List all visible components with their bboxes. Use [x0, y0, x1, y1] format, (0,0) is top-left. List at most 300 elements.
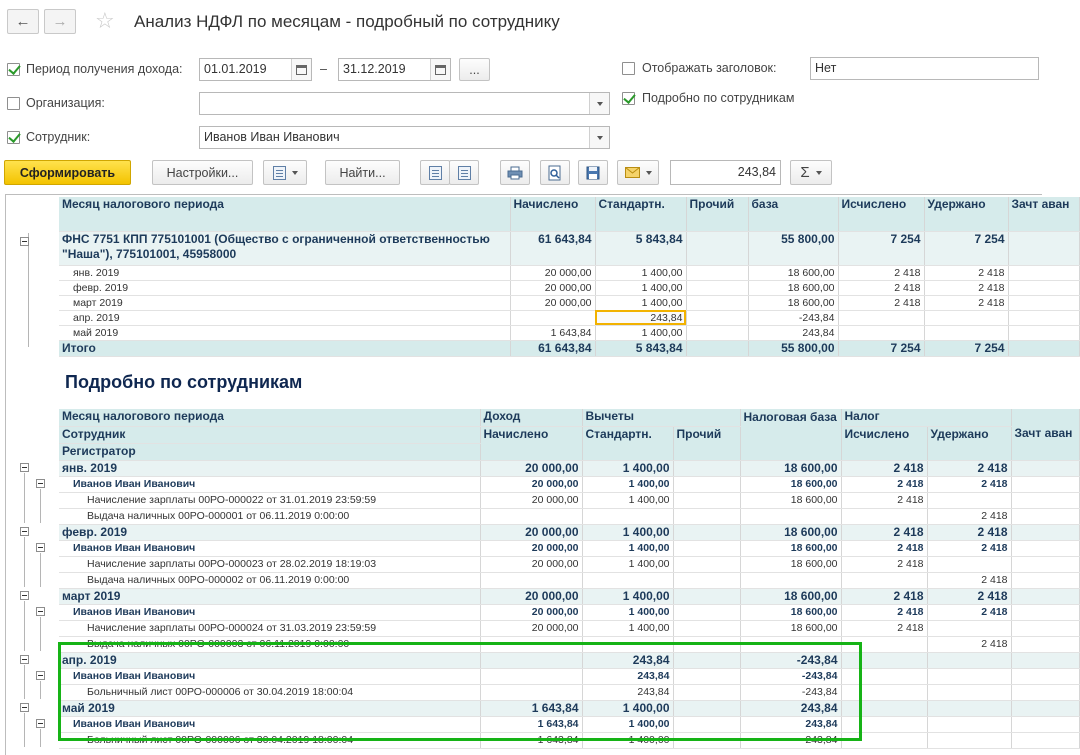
calendar-to-button[interactable]: [430, 59, 450, 80]
row-label: Иванов Иван Иванович: [59, 476, 480, 492]
row-label: янв. 2019: [59, 460, 480, 476]
table-cell: 2 418: [841, 556, 927, 572]
organization-dropdown-button[interactable]: [589, 93, 609, 114]
month-group-row[interactable]: [59, 588, 1079, 604]
date-dash: –: [320, 62, 327, 76]
table-cell: 1 400,00: [582, 476, 673, 492]
table-cell: [1011, 636, 1079, 652]
col-registrar-header: Регистратор: [59, 443, 480, 460]
col-month-header: Месяц налогового периода: [59, 409, 480, 426]
collapse-group-icon[interactable]: [20, 237, 29, 246]
table-cell: 7 254: [838, 231, 924, 265]
table-cell: 20 000,00: [480, 476, 582, 492]
table-cell: [686, 295, 748, 310]
table-cell: -243,84: [748, 310, 838, 325]
table-cell: [1008, 295, 1079, 310]
table-cell: [686, 231, 748, 265]
table-cell: 2 418: [841, 460, 927, 476]
table-cell: 2 418: [838, 280, 924, 295]
col-standard-header: Стандартн.: [595, 197, 686, 231]
table-cell: [480, 572, 582, 588]
table-cell: 18 600,00: [748, 280, 838, 295]
table-cell: [673, 460, 740, 476]
table-cell: 20 000,00: [480, 460, 582, 476]
table-cell: [1011, 476, 1079, 492]
document-row[interactable]: [59, 508, 1079, 524]
employee-row[interactable]: [59, 540, 1079, 556]
summary-header-row: [59, 197, 1079, 231]
table-cell: 5 843,84: [595, 231, 686, 265]
organization-input[interactable]: [199, 92, 610, 115]
tree-line: [40, 617, 41, 651]
table-cell: [1008, 265, 1079, 280]
table-cell: 1 400,00: [595, 295, 686, 310]
table-cell: 18 600,00: [748, 295, 838, 310]
table-cell: 1 643,84: [510, 325, 595, 340]
tree-line: [24, 473, 25, 523]
table-cell: 243,84: [582, 668, 673, 684]
collapse-month-icon[interactable]: [20, 527, 29, 536]
table-cell: [927, 492, 1011, 508]
table-cell: [927, 700, 1011, 716]
col-withheld-header: Удержано: [924, 197, 1008, 231]
row-label: Выдача наличных 00РО-000003 от 06.11.2019 0:00:00: [59, 636, 480, 652]
send-email-button[interactable]: [617, 160, 659, 185]
table-cell: [841, 508, 927, 524]
collapse-month-icon[interactable]: [20, 703, 29, 712]
table-cell: 2 418: [838, 295, 924, 310]
row-label: Больничный лист 00РО-000006 от 30.04.2019 18:00:04: [59, 684, 480, 700]
table-cell: 2 418: [924, 295, 1008, 310]
tree-line: [28, 233, 29, 347]
table-cell: 2 418: [924, 280, 1008, 295]
table-cell: 20 000,00: [480, 556, 582, 572]
table-cell: [927, 732, 1011, 748]
arrow-left-icon: ←: [15, 13, 31, 30]
selection-sum-field: 243,84: [670, 160, 781, 185]
table-cell: [582, 572, 673, 588]
col-other-header: Прочий: [686, 197, 748, 231]
calendar-from-button[interactable]: [291, 59, 311, 80]
table-cell: [673, 604, 740, 620]
employee-label: Сотрудник:: [26, 130, 91, 144]
table-cell: [1008, 310, 1079, 325]
selected-cell[interactable]: 243,84: [595, 310, 686, 325]
calendar-icon: [435, 65, 446, 75]
table-cell: [1011, 732, 1079, 748]
collapse-groups-button[interactable]: [449, 160, 479, 185]
table-cell: 2 418: [841, 524, 927, 540]
table-row[interactable]: [59, 280, 1079, 295]
table-cell: 18 600,00: [740, 524, 841, 540]
table-cell: [686, 340, 748, 356]
col-income-header: Доход: [480, 409, 582, 426]
table-cell: 20 000,00: [480, 588, 582, 604]
table-cell: 18 600,00: [740, 460, 841, 476]
employee-input[interactable]: Иванов Иван Иванович: [199, 126, 610, 149]
row-label: Иванов Иван Иванович: [59, 604, 480, 620]
row-label: февр. 2019: [59, 524, 480, 540]
table-cell: [1011, 684, 1079, 700]
col-tax-base-header: Налоговая база: [740, 409, 841, 460]
table-cell: 2 418: [841, 540, 927, 556]
table-cell: 61 643,84: [510, 231, 595, 265]
chevron-down-icon: [597, 102, 603, 106]
table-cell: [673, 572, 740, 588]
row-label: февр. 2019: [59, 280, 510, 295]
employee-row[interactable]: [59, 476, 1079, 492]
table-cell: [740, 508, 841, 524]
collapse-all-icon: [458, 166, 471, 180]
table-cell: 18 600,00: [748, 265, 838, 280]
document-row[interactable]: [59, 556, 1079, 572]
col-month-header: Месяц налогового периода: [59, 197, 510, 231]
table-cell: 55 800,00: [748, 231, 838, 265]
row-label: янв. 2019: [59, 265, 510, 280]
summary-group-row[interactable]: [59, 231, 1079, 265]
row-label: Начисление зарплаты 00РО-000022 от 31.01.2019 23:59:59: [59, 492, 480, 508]
table-cell: [1011, 716, 1079, 732]
table-cell: [1011, 460, 1079, 476]
date-from-input[interactable]: 01.01.2019: [199, 58, 312, 81]
table-cell: 2 418: [927, 572, 1011, 588]
table-cell: 243,84: [740, 716, 841, 732]
detail-header-row-1: [59, 409, 1079, 426]
table-cell: 1 400,00: [582, 620, 673, 636]
table-cell: 243,84: [582, 652, 673, 668]
tree-line: [24, 665, 25, 699]
table-cell: 2 418: [927, 588, 1011, 604]
generate-button[interactable]: Сформировать: [4, 160, 131, 185]
highlight-frame: [58, 642, 862, 741]
collapse-employee-icon[interactable]: [36, 719, 45, 728]
collapse-month-icon[interactable]: [20, 591, 29, 600]
col-calculated-header: Исчислено: [838, 197, 924, 231]
tree-line: [24, 537, 25, 587]
document-row[interactable]: [59, 492, 1079, 508]
table-cell: [1008, 340, 1079, 356]
table-cell: 1 400,00: [582, 700, 673, 716]
envelope-icon: [625, 167, 640, 178]
report-spreadsheet[interactable]: [5, 194, 1073, 755]
find-button[interactable]: Найти...: [325, 160, 400, 185]
table-cell: 2 418: [927, 540, 1011, 556]
table-cell: 2 418: [927, 460, 1011, 476]
table-cell: [673, 588, 740, 604]
table-cell: 7 254: [924, 231, 1008, 265]
tree-line: [24, 713, 25, 747]
table-cell: 18 600,00: [740, 588, 841, 604]
period-label: Период получения дохода:: [26, 62, 183, 76]
forward-button[interactable]: [44, 9, 76, 34]
col-other-header: Прочий: [673, 426, 740, 460]
table-cell: [1011, 556, 1079, 572]
window-title: Анализ НДФЛ по месяцам - подробный по сотруднику: [134, 12, 560, 31]
sigma-icon: Σ: [800, 164, 810, 181]
expand-groups-button[interactable]: [420, 160, 450, 185]
table-cell: 243,84: [740, 700, 841, 716]
back-button[interactable]: [7, 9, 39, 34]
table-cell: [1011, 700, 1079, 716]
table-cell: [1008, 231, 1079, 265]
table-cell: [927, 684, 1011, 700]
table-cell: 1 400,00: [582, 524, 673, 540]
tree-line: [24, 601, 25, 651]
row-label: Начисление зарплаты 00РО-000024 от 31.03.2019 23:59:59: [59, 620, 480, 636]
table-cell: -243,84: [740, 652, 841, 668]
table-cell: [1011, 588, 1079, 604]
table-cell: 1 400,00: [582, 540, 673, 556]
col-tax-header: Налог: [841, 409, 1011, 426]
tax-office-label: ФНС 7751 КПП 775101001 (Общество с ограниченной ответственностью "Наша"), 775101001, 45958000: [59, 231, 510, 265]
table-cell: 1 400,00: [582, 492, 673, 508]
tree-line: [40, 489, 41, 523]
collapse-employee-icon[interactable]: [36, 479, 45, 488]
table-cell: 1 400,00: [582, 732, 673, 748]
row-label: Иванов Иван Иванович: [59, 540, 480, 556]
chevron-down-icon: [292, 171, 298, 175]
detail-header-row-2: [59, 426, 1079, 443]
table-cell: 18 600,00: [740, 620, 841, 636]
table-cell: 7 254: [924, 340, 1008, 356]
show-header-checkbox[interactable]: [622, 62, 635, 75]
col-calculated-header: Исчислено: [841, 426, 927, 460]
table-cell: 20 000,00: [480, 540, 582, 556]
detail-by-employees-label: Подробно по сотрудникам: [642, 91, 795, 105]
floppy-disk-icon: [586, 166, 600, 180]
table-cell: [582, 508, 673, 524]
table-cell: 1 400,00: [595, 280, 686, 295]
detail-section-title: Подробно по сотрудникам: [65, 372, 303, 392]
collapse-employee-icon[interactable]: [36, 543, 45, 552]
favorite-star-icon[interactable]: ☆: [95, 8, 115, 33]
table-cell: [924, 310, 1008, 325]
table-cell: [838, 310, 924, 325]
total-label: Итого: [59, 340, 510, 356]
table-cell: [1011, 652, 1079, 668]
report-variant-icon: [273, 166, 286, 180]
table-cell: 61 643,84: [510, 340, 595, 356]
table-cell: [927, 556, 1011, 572]
row-label: Выдача наличных 00РО-000001 от 06.11.2019 0:00:00: [59, 508, 480, 524]
row-label: Иванов Иван Иванович: [59, 668, 480, 684]
period-select-button[interactable]: ...: [459, 58, 490, 81]
table-cell: 1 400,00: [582, 588, 673, 604]
table-cell: [927, 652, 1011, 668]
table-cell: [686, 310, 748, 325]
col-accrued-header: Начислено: [480, 426, 582, 460]
table-cell: 2 418: [841, 588, 927, 604]
col-deductions-header: Вычеты: [582, 409, 740, 426]
col-offset-header: Зачт аван: [1008, 197, 1079, 231]
table-row[interactable]: [59, 265, 1079, 280]
print-preview-icon: [548, 165, 562, 181]
table-cell: 5 843,84: [595, 340, 686, 356]
collapse-employee-icon[interactable]: [36, 671, 45, 680]
settings-button[interactable]: Настройки...: [152, 160, 253, 185]
table-cell: [673, 540, 740, 556]
table-cell: 2 418: [927, 476, 1011, 492]
collapse-employee-icon[interactable]: [36, 607, 45, 616]
row-label: Иванов Иван Иванович: [59, 716, 480, 732]
table-cell: [673, 508, 740, 524]
organization-checkbox[interactable]: [7, 97, 20, 110]
table-cell: [1011, 540, 1079, 556]
table-cell: 18 600,00: [740, 492, 841, 508]
employee-row[interactable]: [59, 604, 1079, 620]
summary-rows: [59, 265, 1079, 340]
col-offset-header: Зачт аван: [1011, 409, 1079, 460]
table-cell: [1011, 492, 1079, 508]
organization-label: Организация:: [26, 96, 105, 110]
table-cell: [686, 325, 748, 340]
col-withheld-header: Удержано: [927, 426, 1011, 460]
table-cell: 2 418: [927, 524, 1011, 540]
document-row[interactable]: [59, 572, 1079, 588]
table-row[interactable]: [59, 295, 1079, 310]
calendar-icon: [296, 65, 307, 75]
table-cell: [1011, 668, 1079, 684]
table-cell: [1011, 508, 1079, 524]
print-button[interactable]: [500, 160, 530, 185]
tree-line: [40, 553, 41, 587]
table-cell: [673, 524, 740, 540]
col-base-header: база: [748, 197, 838, 231]
table-cell: [673, 556, 740, 572]
row-label: май 2019: [59, 325, 510, 340]
table-cell: 7 254: [838, 340, 924, 356]
chevron-down-icon: [597, 136, 603, 140]
table-cell: 2 418: [924, 265, 1008, 280]
table-cell: 243,84: [748, 325, 838, 340]
table-cell: [927, 668, 1011, 684]
col-employee-header: Сотрудник: [59, 426, 480, 443]
table-row[interactable]: [59, 310, 1079, 325]
table-cell: 1 400,00: [582, 556, 673, 572]
employee-dropdown-button[interactable]: [589, 127, 609, 148]
table-cell: 2 418: [927, 508, 1011, 524]
table-cell: 20 000,00: [480, 524, 582, 540]
table-cell: 1 400,00: [595, 265, 686, 280]
col-standard-header: Стандартн.: [582, 426, 673, 460]
document-row[interactable]: [59, 620, 1079, 636]
show-header-input[interactable]: Нет: [810, 57, 1039, 80]
table-cell: 2 418: [841, 620, 927, 636]
row-label: Начисление зарплаты 00РО-000023 от 28.02.2019 18:19:03: [59, 556, 480, 572]
table-cell: [686, 265, 748, 280]
show-header-label: Отображать заголовок:: [642, 61, 777, 75]
tree-line: [40, 729, 41, 747]
period-checkbox[interactable]: [7, 63, 20, 76]
row-label: апр. 2019: [59, 652, 480, 668]
table-cell: [740, 572, 841, 588]
table-cell: [841, 572, 927, 588]
row-label: апр. 2019: [59, 310, 510, 325]
table-cell: 1 643,84: [480, 700, 582, 716]
table-cell: 2 418: [841, 492, 927, 508]
table-cell: [1011, 572, 1079, 588]
table-cell: 1 643,84: [480, 716, 582, 732]
table-cell: [924, 325, 1008, 340]
table-cell: 18 600,00: [740, 604, 841, 620]
table-cell: 2 418: [927, 604, 1011, 620]
variants-button[interactable]: [263, 160, 307, 185]
table-cell: [1011, 620, 1079, 636]
table-cell: 2 418: [841, 476, 927, 492]
table-cell: 20 000,00: [510, 265, 595, 280]
collapse-month-icon[interactable]: [20, 655, 29, 664]
row-label: март 2019: [59, 295, 510, 310]
sum-mode-button[interactable]: [790, 160, 832, 185]
table-cell: [1008, 280, 1079, 295]
save-button[interactable]: [578, 160, 608, 185]
table-cell: [686, 280, 748, 295]
table-cell: 1 400,00: [582, 460, 673, 476]
table-cell: [1011, 524, 1079, 540]
chevron-down-icon: [646, 171, 652, 175]
row-label: Больничный лист 00РО-000006 от 30.04.2019 18:00:04: [59, 732, 480, 748]
table-cell: -243,84: [740, 684, 841, 700]
table-cell: 20 000,00: [510, 280, 595, 295]
detail-by-employees-checkbox[interactable]: [622, 92, 635, 105]
table-cell: 20 000,00: [480, 620, 582, 636]
month-group-row[interactable]: [59, 524, 1079, 540]
col-accrued-header: Начислено: [510, 197, 595, 231]
expand-all-icon: [429, 166, 442, 180]
table-cell: [480, 508, 582, 524]
tree-line: [40, 681, 41, 699]
row-label: март 2019: [59, 588, 480, 604]
table-cell: 2 418: [841, 604, 927, 620]
summary-total-row[interactable]: [59, 340, 1079, 356]
arrow-right-icon: →: [52, 13, 68, 30]
table-cell: 18 600,00: [740, 540, 841, 556]
row-label: Выдача наличных 00РО-000002 от 06.11.2019 0:00:00: [59, 572, 480, 588]
table-cell: 20 000,00: [510, 295, 595, 310]
row-label: май 2019: [59, 700, 480, 716]
table-cell: [927, 716, 1011, 732]
table-cell: 55 800,00: [748, 340, 838, 356]
chevron-down-icon: [816, 171, 822, 175]
table-cell: 1 400,00: [595, 325, 686, 340]
table-cell: 20 000,00: [480, 492, 582, 508]
table-cell: [510, 310, 595, 325]
printer-icon: [507, 166, 523, 180]
table-cell: [1011, 604, 1079, 620]
table-cell: 20 000,00: [480, 604, 582, 620]
table-cell: 18 600,00: [740, 556, 841, 572]
table-cell: 243,84: [740, 732, 841, 748]
table-cell: 243,84: [582, 684, 673, 700]
table-cell: [1008, 325, 1079, 340]
table-cell: [673, 620, 740, 636]
table-cell: [838, 325, 924, 340]
table-row[interactable]: [59, 325, 1079, 340]
table-cell: -243,84: [740, 668, 841, 684]
collapse-month-icon[interactable]: [20, 463, 29, 472]
table-cell: 1 400,00: [582, 716, 673, 732]
table-cell: [927, 620, 1011, 636]
employee-checkbox[interactable]: [7, 131, 20, 144]
table-cell: [673, 476, 740, 492]
table-cell: 18 600,00: [740, 476, 841, 492]
table-cell: [673, 492, 740, 508]
date-to-input[interactable]: 31.12.2019: [338, 58, 451, 81]
table-cell: 1 643,84: [480, 732, 582, 748]
table-cell: 2 418: [927, 636, 1011, 652]
preview-button[interactable]: [540, 160, 570, 185]
month-group-row[interactable]: [59, 460, 1079, 476]
